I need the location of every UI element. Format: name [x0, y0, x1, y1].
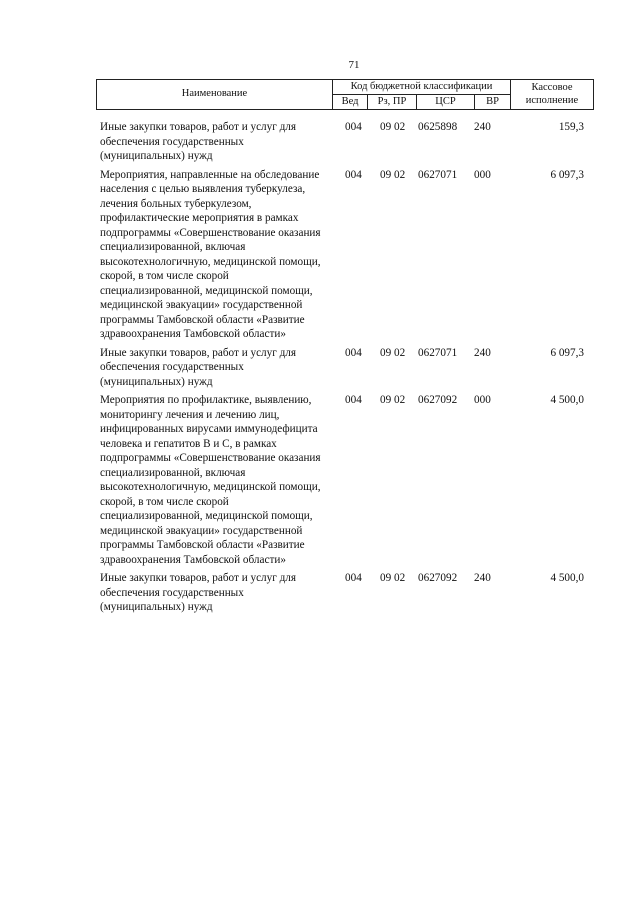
row-sum: 6 097,3 [550, 346, 584, 359]
row-sum: 159,3 [558, 121, 584, 133]
row-vr: 240 [474, 121, 491, 133]
table-row [100, 346, 600, 390]
row-vr: 240 [474, 346, 491, 359]
header-cash-execution: Кассовое исполнение [511, 80, 594, 110]
table-row [100, 120, 600, 164]
row-rz-pr: 09 02 [380, 572, 406, 584]
header-name: Наименование [97, 80, 333, 110]
table-row [100, 168, 600, 342]
row-sum: 4 500,0 [550, 394, 584, 406]
row-csr: 0627071 [418, 168, 458, 181]
row-ved: 004 [345, 572, 362, 584]
header-budget-code: Код бюджетной классификации [333, 80, 511, 95]
row-sum: 6 097,3 [550, 168, 584, 181]
row-name: Иные закупки товаров, работ и услуг для обеспечения государственных (муниципальных) нужд [100, 346, 297, 388]
table-row [100, 393, 600, 567]
header-vr: ВР [475, 95, 511, 110]
row-vr: 000 [474, 168, 491, 181]
row-vr: 000 [474, 394, 491, 406]
row-csr: 0627092 [418, 394, 458, 406]
table-body [100, 120, 600, 619]
row-name: Иные закупки товаров, работ и услуг для обеспечения государственных (муниципальных) нужд [100, 572, 297, 613]
row-rz-pr: 09 02 [380, 346, 406, 359]
table-row [100, 571, 600, 615]
row-name: Иные закупки товаров, работ и услуг для обеспечения государственных (муниципальных) нужд [100, 121, 297, 162]
row-sum: 4 500,0 [550, 572, 584, 584]
header-rz-pr: Рз, ПР [368, 95, 417, 110]
header-csr: ЦСР [417, 95, 475, 110]
row-ved: 004 [345, 394, 362, 406]
row-ved: 004 [345, 346, 362, 359]
row-name: Мероприятия, направленные на обследование населения с целью выявления туберкулеза, лечения больных туберкулезом, профилактические мероприятия в рамках подпрограммы «Совершенствование оказания специализированной, включая высокотехнологичную, медицинской помощи, скорой, в том числе скорой специализированной, медицинской помощи, медицинской эвакуации» государственной программы Тамбовской области «Развитие здравоохранения Тамбовской области» [100, 168, 321, 340]
row-csr: 0625898 [418, 121, 458, 133]
row-vr: 240 [474, 572, 491, 584]
row-csr: 0627092 [418, 572, 458, 584]
page-number: 71 [348, 59, 360, 71]
row-rz-pr: 09 02 [380, 121, 406, 133]
row-name: Мероприятия по профилактике, выявлению, мониторингу лечения и лечению лиц, инфицированных вирусами иммунодефицита человека и гепатитов В и С, в рамках подпрограммы «Совершенствование оказания специализированной, включая высокотехнологичную, медицинской помощи, скорой, в том числе скорой специализированной, медицинской помощи, медицинской эвакуации» государственной программы Тамбовской области «Развитие здравоохранения Тамбовской области» [100, 394, 321, 566]
row-rz-pr: 09 02 [380, 394, 406, 406]
row-ved: 004 [345, 121, 362, 133]
row-rz-pr: 09 02 [380, 168, 406, 181]
row-csr: 0627071 [418, 346, 458, 359]
row-ved: 004 [345, 168, 362, 181]
header-ved: Вед [333, 95, 368, 110]
table-header [96, 79, 594, 110]
